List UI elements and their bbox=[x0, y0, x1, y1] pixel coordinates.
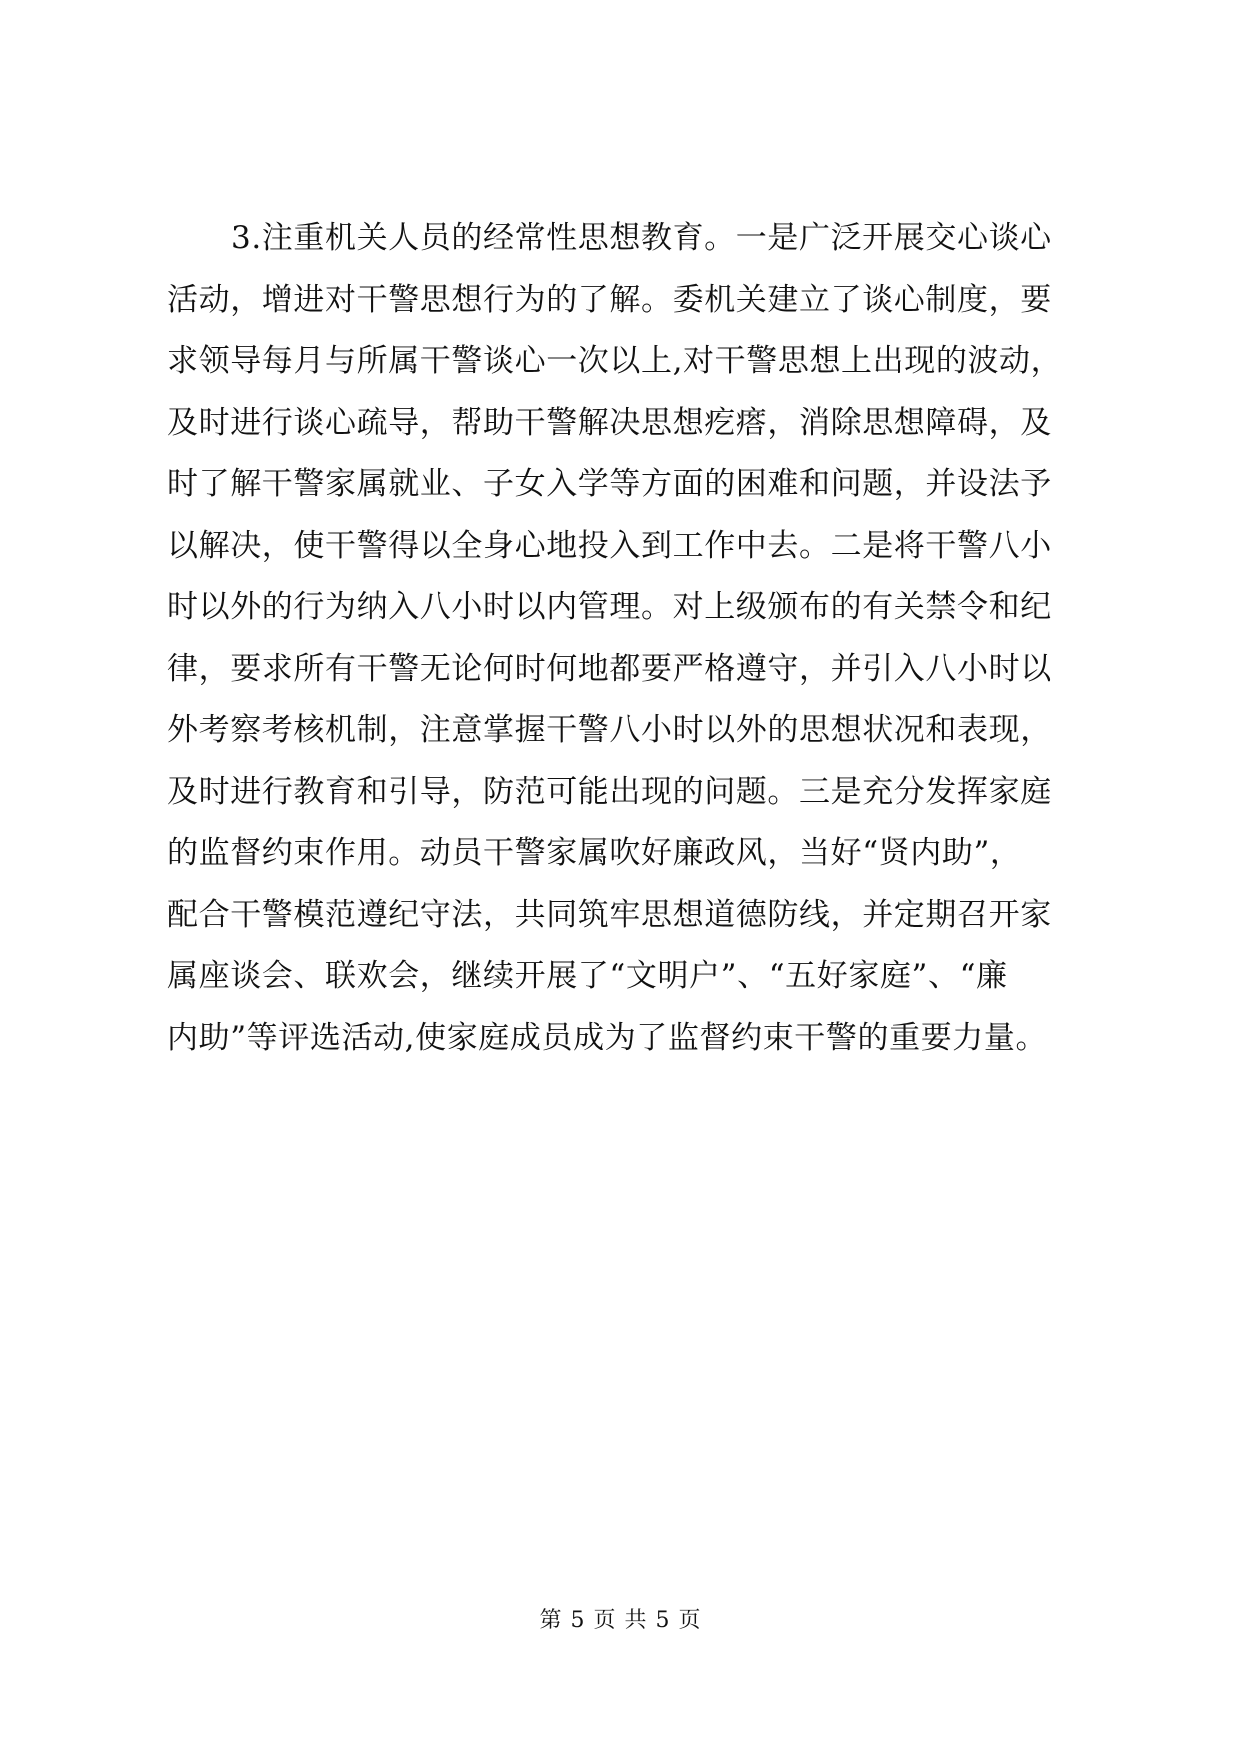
paragraph-line: 外考察考核机制，注意掌握干警八小时以外的思想状况和表现， bbox=[167, 712, 1052, 748]
paragraph-line: 3.注重机关人员的经常性思想教育。一是广泛开展交心谈心 bbox=[231, 220, 1052, 256]
paragraph-line: 的监督约束作用。动员干警家属吹好廉政风，当好“贤内助”， bbox=[167, 835, 1022, 871]
paragraph-line: 属座谈会、联欢会，继续开展了“文明户”、“五好家庭”、“廉 bbox=[167, 958, 1008, 994]
paragraph-line: 配合干警模范遵纪守法，共同筑牢思想道德防线，并定期召开家 bbox=[167, 896, 1052, 933]
body-paragraph bbox=[167, 208, 1127, 1069]
paragraph-line: 时了解干警家属就业、子女入学等方面的困难和问题，并设法予 bbox=[167, 466, 1052, 502]
paragraph-line: 活动，增进对干警思想行为的了解。委机关建立了谈心制度，要 bbox=[167, 281, 1052, 318]
paragraph-line: 以解决，使干警得以全身心地投入到工作中去。二是将干警八小 bbox=[167, 527, 1052, 564]
paragraph-line: 时以外的行为纳入八小时以内管理。对上级颁布的有关禁令和纪 bbox=[167, 589, 1052, 625]
page-number-footer: 第 5 页 共 5 页 bbox=[539, 1608, 702, 1633]
paragraph-line: 及时进行谈心疏导，帮助干警解决思想疙瘩，消除思想障碍，及 bbox=[167, 404, 1052, 441]
paragraph-line: 内助”等评选活动,使家庭成员成为了监督约束干警的重要力量。 bbox=[167, 1019, 1048, 1056]
paragraph-line: 及时进行教育和引导，防范可能出现的问题。三是充分发挥家庭 bbox=[167, 773, 1052, 810]
paragraph-line: 求领导每月与所属干警谈心一次以上,对干警思想上出现的波动， bbox=[167, 343, 1063, 379]
paragraph-line: 律，要求所有干警无论何时何地都要严格遵守，并引入八小时以 bbox=[167, 650, 1052, 687]
